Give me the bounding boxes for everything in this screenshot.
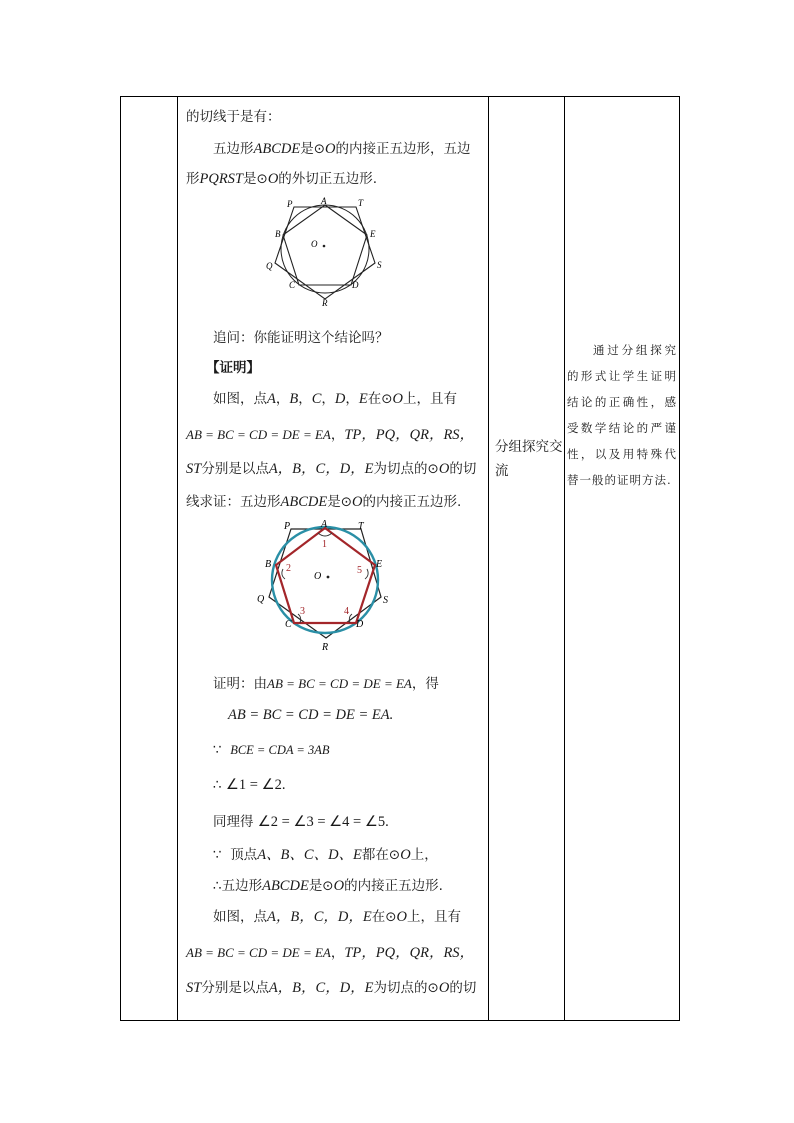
angle-label-4: 4: [344, 606, 349, 617]
text-line: ST分别是以点A，B，C，D，E为切点的⊙O的切: [186, 980, 477, 996]
text-line: ∵ BCE = CDA = 3AB: [213, 742, 330, 758]
text-line: 追问：你能证明这个结论吗？: [213, 330, 389, 346]
label-T: T: [358, 521, 364, 532]
label-D: D: [356, 619, 364, 630]
label-A: A: [321, 196, 327, 206]
activity-cell: 分组探究交流: [495, 439, 563, 479]
label-O: O: [314, 571, 322, 582]
angle-label-5: 5: [357, 565, 362, 576]
text-line: AB = BC = CD = DE = EA.: [228, 707, 394, 723]
text-line: 如图，点A，B，C，D，E在⊙O上，且有: [213, 909, 462, 925]
text-line: 形PQRST是⊙O的外切正五边形.: [186, 171, 378, 187]
label-A: A: [321, 519, 328, 530]
column-divider: [564, 97, 565, 1020]
text-line: ∴ ∠1 = ∠2.: [213, 777, 286, 793]
text-line: 如图，点A，B，C，D，E在⊙O上，且有: [213, 391, 458, 407]
text-line: AB = BC = CD = DE = EA，TP，PQ，QR，RS，: [186, 427, 475, 443]
design-intent-cell: 通过分组探究的形式让学生证明结论的正确性，感受数学结论的严谨性，以及用特殊代替一般的证明方法.: [567, 343, 677, 487]
label-T: T: [358, 198, 364, 208]
label-B: B: [275, 229, 281, 239]
label-R: R: [322, 642, 329, 653]
figure-pentagons-1: [263, 195, 393, 307]
text-line: 的切线于是有：: [186, 109, 281, 125]
column-divider: [177, 97, 178, 1020]
section-heading: 【证明】: [206, 360, 260, 376]
text-line: ∵ 顶点A、B、C、D、E都在⊙O上，: [213, 847, 438, 863]
label-B: B: [265, 559, 272, 570]
angle-label-3: 3: [300, 606, 305, 617]
text-line: 证明：由AB = BC = CD = DE = EA，得: [213, 676, 439, 692]
label-O: O: [311, 239, 318, 249]
label-R: R: [322, 298, 328, 307]
text-line: AB = BC = CD = DE = EA，TP，PQ，QR，RS，: [186, 945, 475, 961]
label-D: D: [352, 280, 359, 290]
label-P: P: [287, 199, 293, 209]
text-line: ∴五边形ABCDE是⊙O的内接正五边形.: [213, 878, 443, 894]
label-Q: Q: [257, 594, 265, 605]
label-C: C: [285, 619, 292, 630]
angle-label-2: 2: [286, 563, 291, 574]
label-C: C: [289, 280, 296, 290]
teaching-content-cell: [178, 97, 488, 996]
label-Q: Q: [266, 261, 273, 271]
text-line: 同理得 ∠2 = ∠3 = ∠4 = ∠5.: [213, 814, 389, 830]
column-divider: [488, 97, 489, 1020]
angle-label-1: 1: [322, 539, 327, 550]
text-line: ST分别是以点A，B，C，D，E为切点的⊙O的切: [186, 461, 477, 477]
lesson-table: [120, 96, 680, 1021]
label-P: P: [284, 521, 291, 532]
label-S: S: [377, 260, 382, 270]
text-line: 线求证：五边形ABCDE是⊙O的内接正五边形.: [186, 494, 462, 510]
label-E: E: [370, 229, 376, 239]
label-S: S: [383, 595, 388, 606]
label-E: E: [376, 559, 383, 570]
figure-pentagons-2: [256, 517, 396, 655]
text-line: 五边形ABCDE是⊙O的内接正五边形，五边: [213, 141, 471, 157]
